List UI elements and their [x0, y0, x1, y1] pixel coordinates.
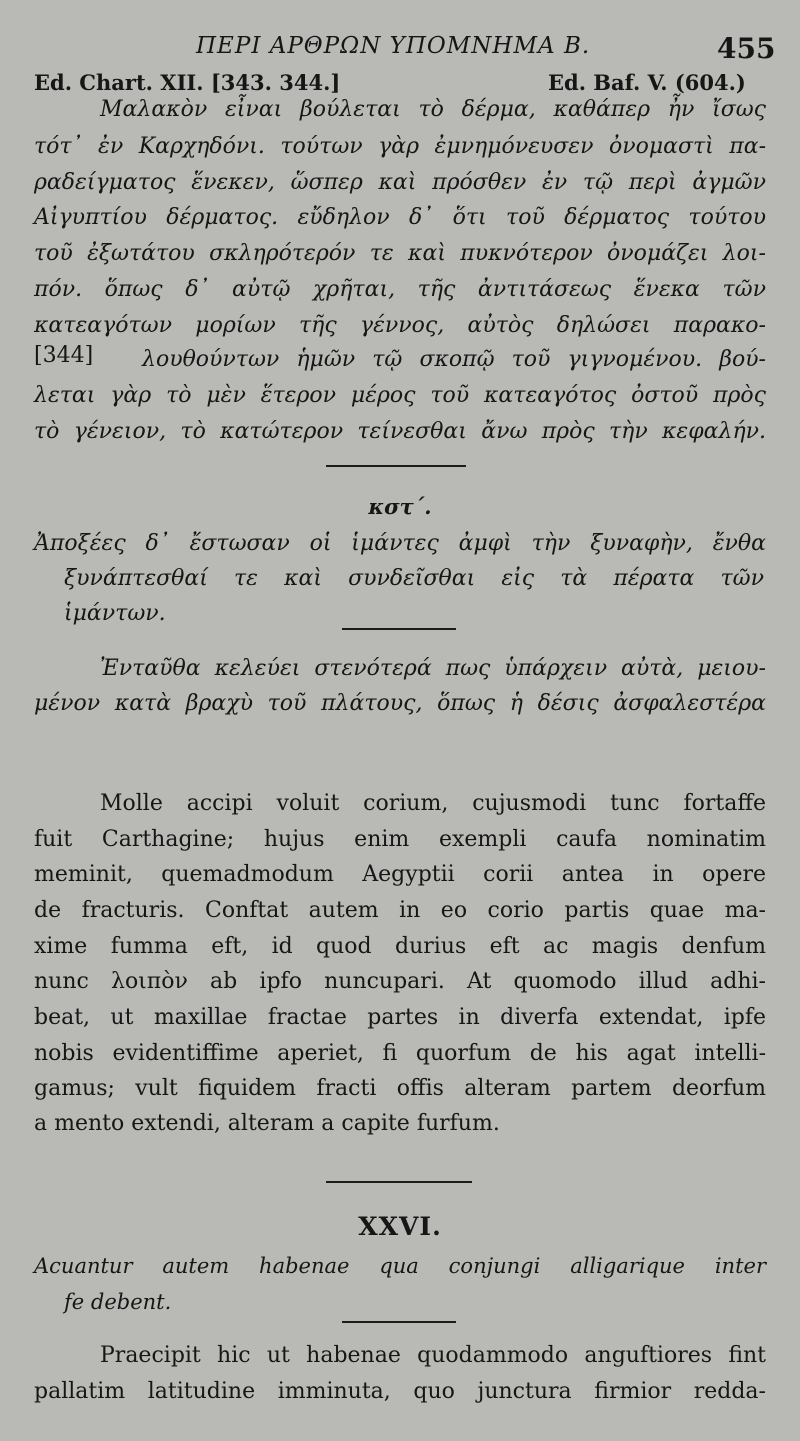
greek-line: Ἀποξέες δ᾽ ἔστωσαν οἱ ἱμάντες ἀμφὶ τὴν ξυναφὴν, ἔνθα	[34, 531, 766, 556]
greek-line: ἱμάντων.	[64, 601, 166, 626]
latin-lemma-line: Acuantur autem habenae qua conjungi alligarique inter	[34, 1254, 766, 1278]
latin-line: xime fumma eft, id quod durius eft ac magis denfum	[34, 934, 766, 959]
greek-line: ραδείγματος ἕνεκεν, ὥσπερ καὶ πρόσθεν ἐν τῷ περὶ ἀγμῶν	[34, 170, 766, 195]
greek-line: τοῦ ἐξωτάτου σκληρότερόν τε καὶ πυκνότερον ὀνομάζει λοι-	[34, 241, 766, 266]
latin-line: de fracturis. Conftat autem in eo corio partis quae ma-	[34, 898, 766, 923]
greek-line: λουθούντων ἡμῶν τῷ σκοπῷ τοῦ γιγνομένου. βού-	[142, 347, 766, 372]
latin-line: gamus; vult fiquidem fracti offis alteram partem deorfum	[34, 1076, 766, 1101]
latin-line: beat, ut maxillae fractae partes in diverfa extendat, ipfe	[34, 1005, 766, 1030]
latin-line: pallatim latitudine imminuta, quo junctura firmior redda-	[34, 1379, 766, 1404]
greek-line: λεται γὰρ τὸ μὲν ἕτερον μέρος τοῦ κατεαγότος ὀστοῦ πρὸς	[34, 383, 766, 408]
latin-line: nobis evidentiffime aperiet, fi quorfum de his agat intelli-	[34, 1041, 766, 1066]
greek-line: τότ᾽ ἐν Καρχηδόνι. τούτων γὰρ ἐμνημόνευσεν ὀνομαστὶ πα-	[34, 134, 766, 159]
greek-line: πόν. ὅπως δ᾽ αὐτῷ χρῆται, τῆς ἀντιτάσεως ἕνεκα τῶν	[34, 277, 766, 302]
greek-line: τὸ γένειον, τὸ κατώτερον τείνεσθαι ἄνω πρὸς τὴν κεφαλήν.	[34, 419, 766, 444]
latin-line: nunc λοιπὸν ab ipfo nuncupari. At quomodo illud adhi-	[34, 969, 766, 994]
latin-line: fuit Carthagine; hujus enim exempli caufa nominatim	[34, 827, 766, 852]
section-divider	[342, 628, 456, 630]
greek-line: Μαλακὸν εἶναι βούλεται τὸ δέρμα, καθάπερ ἦν ἴσως	[100, 97, 766, 122]
latin-line: Praecipit hic ut habenae quodammodo anguftiores fint	[100, 1343, 766, 1368]
greek-line: ξυνάπτεσθαί τε καὶ συνδεῖσθαι εἰς τὰ πέρατα τῶν	[64, 566, 764, 591]
greek-line: Ἐνταῦθα κελεύει στενότερά πως ὑπάρχειν αὐτὰ, μειου-	[100, 656, 766, 681]
section-divider	[326, 1181, 472, 1183]
page-marker-bracket: [344]	[34, 343, 94, 368]
latin-line: a mento extendi, alteram a capite furfum.	[34, 1111, 500, 1136]
section-divider	[326, 465, 466, 467]
latin-line: Molle accipi voluit corium, cujusmodi tunc fortaffe	[100, 791, 766, 816]
latin-lemma-line: fe debent.	[64, 1290, 172, 1314]
edition-reference-left: Ed. Chart. XII. [343. 344.]	[34, 70, 341, 95]
latin-section-number: XXVI.	[358, 1212, 442, 1241]
latin-line: meminit, quemadmodum Aegyptii corii antea in opere	[34, 862, 766, 887]
greek-line: μένον κατὰ βραχὺ τοῦ πλάτους, ὅπως ἡ δέσις ἀσφαλεστέρα	[34, 691, 766, 716]
greek-line: κατεαγότων μορίων τῆς γέννος, αὐτὸς δηλώσει παρακο-	[34, 313, 766, 338]
running-head-title: ΠΕΡΙ ΑΡΘΡΩΝ ΥΠΟΜΝΗΜΑ Β.	[196, 33, 591, 59]
page-number: 455	[717, 32, 776, 65]
section-divider	[342, 1321, 456, 1323]
greek-section-number: κστ΄.	[368, 494, 432, 519]
edition-reference-right: Ed. Baf. V. (604.)	[548, 70, 746, 95]
greek-line: Αἰγυπτίου δέρματος. εὔδηλον δ᾽ ὅτι τοῦ δέρματος τούτου	[34, 205, 766, 230]
